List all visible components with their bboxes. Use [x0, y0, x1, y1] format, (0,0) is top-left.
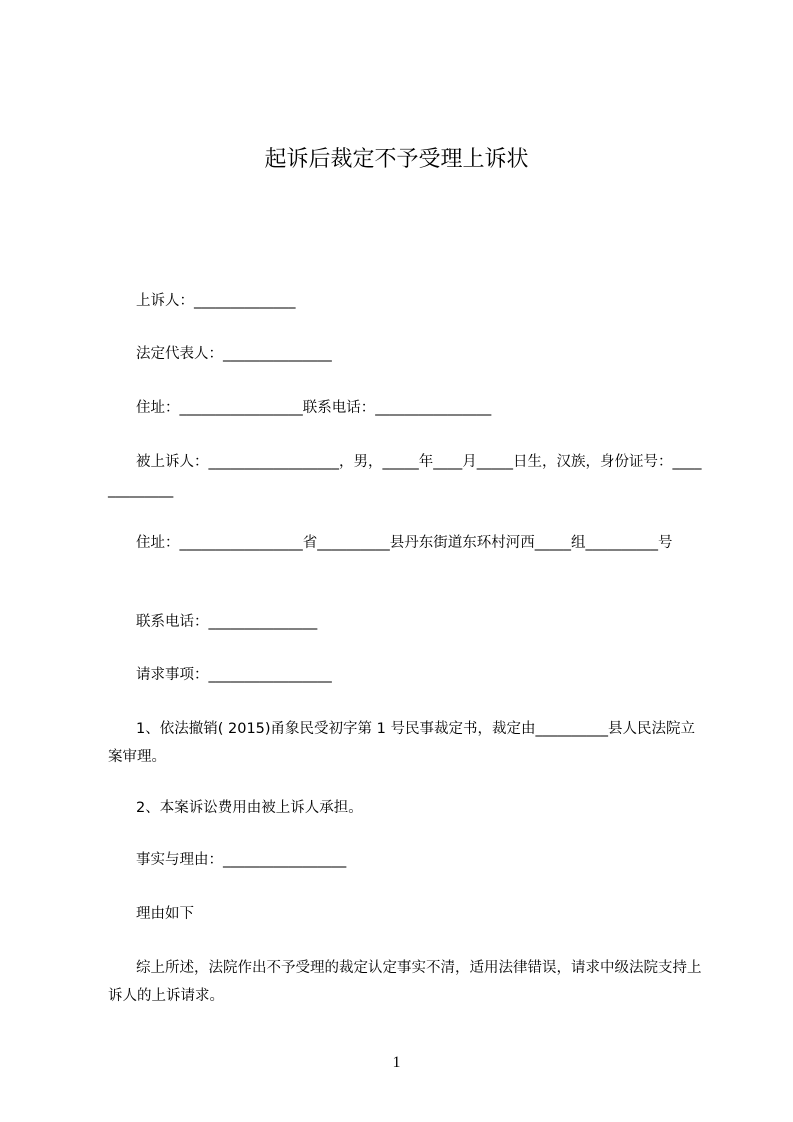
document-title: 起诉后裁定不予受理上诉状 — [264, 147, 529, 172]
appellee-line: 被上诉人：__________________，男，_____年____月_____日生，汉族，身份证号：_____________ — [108, 454, 702, 498]
page-number: 1 — [392, 1054, 401, 1071]
request-item-1: 1、依法撤销( 2015)甬象民受初字第 1 号民事裁定书，裁定由__________县人民法院立案审理。 — [108, 721, 695, 765]
request-item-2: 2、本案诉讼费用由被上诉人承担。 — [136, 800, 363, 816]
conclusion-paragraph: 综上所述，法院作出不予受理的裁定认定事实不清，适用法律错误，请求中级法院支持上诉人的上诉请求。 — [108, 960, 702, 1004]
reasons-heading: 理由如下 — [136, 906, 194, 922]
appellee-address-line: 住址：_________________省__________县丹东街道东环村河西_____组__________号 — [136, 535, 673, 551]
facts-reasons-line: 事实与理由：_________________ — [136, 852, 347, 868]
legal-representative-line: 法定代表人：_______________ — [136, 346, 332, 362]
contact-phone-line: 联系电话：_______________ — [136, 614, 318, 630]
requests-line: 请求事项：_________________ — [136, 667, 332, 683]
appellant-line: 上诉人：______________ — [136, 293, 296, 309]
address-phone-line: 住址：_________________联系电话：________________ — [136, 400, 492, 416]
